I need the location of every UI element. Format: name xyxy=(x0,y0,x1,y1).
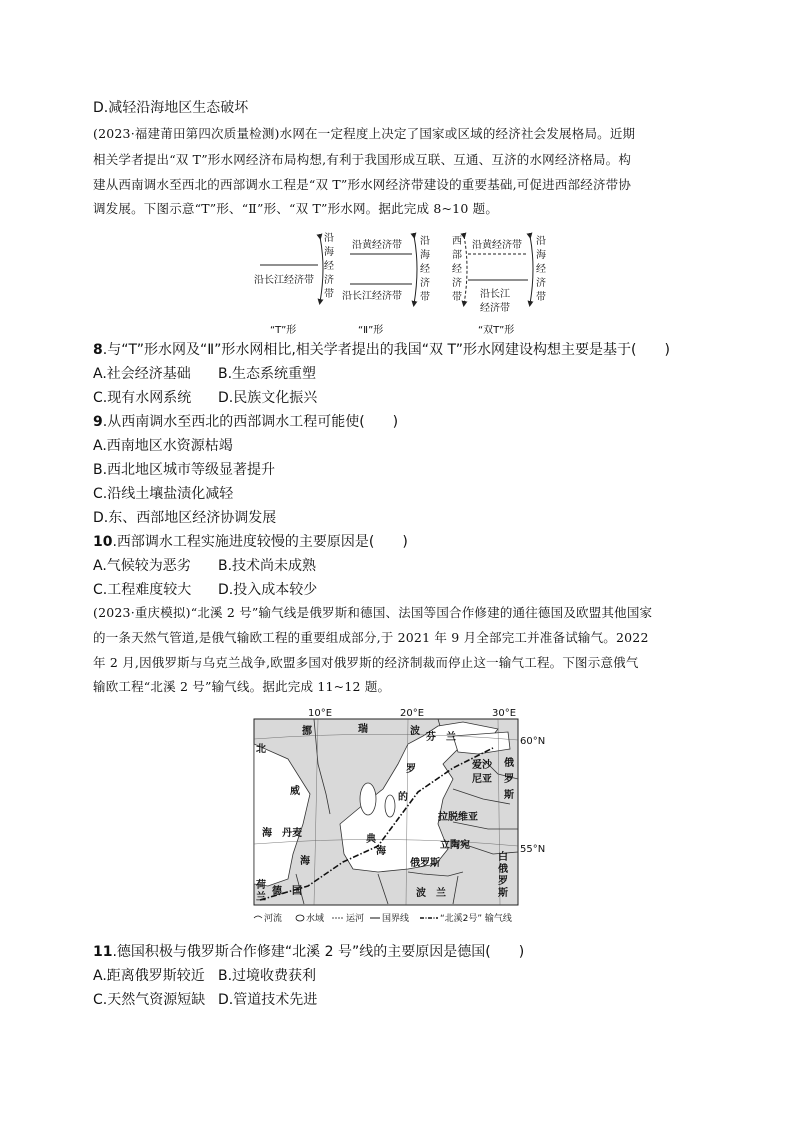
label-sea-left: 海 xyxy=(300,856,310,867)
question-text: .与“T”形水网及“Ⅱ”形水网相比,相关学者提出的我国“双 T”形水网建设构想主要是基于( ) xyxy=(102,342,670,358)
t-caption: “T”形 xyxy=(270,325,297,336)
q9-option-a[interactable]: A.西南地区水资源枯竭 xyxy=(93,438,233,454)
question-11 xyxy=(93,942,524,962)
label-baltic-1: 波 xyxy=(410,726,420,737)
dt-coast-label-2: 海 xyxy=(536,250,546,261)
map-legend xyxy=(254,912,512,924)
label-poland: 波 兰 xyxy=(416,888,446,899)
t-river-label: 沿长江经济带 xyxy=(254,275,314,286)
q11-option-d[interactable]: D.管道技术先进 xyxy=(218,992,318,1008)
label-baltic-4: 海 xyxy=(376,846,386,857)
q8-option-c[interactable]: C.现有水网系统 xyxy=(93,390,192,406)
ii-coast-label-5: 带 xyxy=(420,292,430,303)
legend-pipeline: “北溪2号” 输气线 xyxy=(440,914,512,924)
q11-option-a[interactable]: A.距离俄罗斯较近 xyxy=(93,968,205,984)
legend-water: 水域 xyxy=(306,914,325,924)
label-baltic-3: 的 xyxy=(398,792,408,803)
t-coast-label-5: 带 xyxy=(324,289,334,300)
q9-option-d[interactable]: D.东、西部地区经济协调发展 xyxy=(93,510,277,526)
prev-question-option-d: D.减轻沿海地区生态破坏 xyxy=(93,100,249,116)
intro-line: 输欧工程“北溪 2 号”输气线。据此完成 11~12 题。 xyxy=(93,679,391,694)
label-belarus-4: 斯 xyxy=(498,888,508,899)
lake-vanern xyxy=(360,783,376,815)
label-north-sea-2: 海 xyxy=(262,828,272,839)
question-number: 9 xyxy=(93,414,103,430)
legend-canal: 运河 xyxy=(346,914,365,924)
intro-line: 建从西南调水至西北的西部调水工程是“双 T”形水网经济带建设的重要基础,可促进西部经济带协 xyxy=(93,177,632,192)
intro-line: 相关学者提出“双 T”形水网经济布局构想,有利于我国形成互联、互通、互济的水网经济格局。构 xyxy=(93,152,632,167)
gulf-of-finland xyxy=(453,732,510,754)
label-russia-3: 斯 xyxy=(504,790,514,801)
lat-label-60n: 60°N xyxy=(520,736,546,747)
label-norway-1: 挪 xyxy=(302,726,312,737)
q8-option-a[interactable]: A.社会经济基础 xyxy=(93,366,191,382)
question-9 xyxy=(93,412,398,432)
question-number: 8 xyxy=(93,342,103,358)
ii-shape-diagram xyxy=(342,235,430,336)
q10-option-b[interactable]: B.技术尚未成熟 xyxy=(218,558,317,574)
double-t-shape-diagram xyxy=(452,235,546,336)
ii-coast-label-4: 济 xyxy=(420,278,430,289)
label-lithuania: 立陶宛 xyxy=(440,840,470,851)
t-coast-label-3: 经 xyxy=(324,261,334,272)
dt-coast-label-4: 济 xyxy=(536,278,546,289)
label-baltic-2: 罗 xyxy=(406,764,416,775)
intro-line: (2023·福建莆田第四次质量检测)水网在一定程度上决定了国家或区域的经济社会发展格局。近期 xyxy=(93,126,636,141)
dt-river-label-2: 经济带 xyxy=(480,303,510,314)
dt-coast-label-5: 带 xyxy=(536,292,546,303)
lon-label-20e: 20°E xyxy=(400,708,425,719)
label-norway-2: 威 xyxy=(290,786,300,797)
label-sweden-1: 瑞 xyxy=(358,724,368,735)
label-finland: 芬 兰 xyxy=(426,732,456,743)
label-denmark: 丹麦 xyxy=(282,828,302,839)
q11-option-c[interactable]: C.天然气资源短缺 xyxy=(93,992,206,1008)
q9-option-b[interactable]: B.西北地区城市等级显著提升 xyxy=(93,462,276,478)
t-shape-diagram xyxy=(254,232,334,336)
lake-vattern xyxy=(385,795,395,817)
label-netherlands-1: 荷 xyxy=(256,880,266,891)
label-belarus-3: 罗 xyxy=(498,876,508,887)
question-text: .德国积极与俄罗斯合作修建“北溪 2 号”线的主要原因是德国( ) xyxy=(112,944,525,960)
label-sweden-2: 典 xyxy=(366,834,376,845)
dt-caption: “双T”形 xyxy=(478,325,515,336)
dt-west-label-3: 经 xyxy=(452,264,462,275)
question-number: 10 xyxy=(93,534,113,550)
dt-coast-label-3: 经 xyxy=(536,264,546,275)
q10-option-d[interactable]: D.投入成本较少 xyxy=(218,582,318,598)
question-10 xyxy=(93,532,408,552)
ii-coast-label-1: 沿 xyxy=(420,236,430,247)
dt-river-label-1: 沿长江 xyxy=(480,289,510,300)
q11-option-b[interactable]: B.过境收费获利 xyxy=(218,968,317,984)
intro-line: 的一条天然气管道,是俄气输欧工程的重要组成部分,于 2021 年 9 月全部完工并准备试输气。2022 xyxy=(93,630,649,645)
label-belarus-1: 白 xyxy=(498,852,508,863)
label-russia-1: 俄 xyxy=(504,758,514,769)
t-coast-label-2: 海 xyxy=(324,247,334,258)
q10-option-a[interactable]: A.气候较为恶劣 xyxy=(93,558,191,574)
question-text: .从西南调水至西北的西部调水工程可能使( ) xyxy=(102,414,399,430)
q8-option-d[interactable]: D.民族文化振兴 xyxy=(218,390,318,406)
label-netherlands-2: 兰 xyxy=(256,892,266,903)
water-network-diagram xyxy=(240,222,560,340)
legend-river: 河流 xyxy=(264,914,283,924)
label-estonia-1: 爱沙 xyxy=(472,760,492,771)
nord-stream-map xyxy=(248,704,548,928)
lat-label-55n: 55°N xyxy=(520,844,546,855)
question-number: 11 xyxy=(93,944,113,960)
label-latvia: 拉脱维亚 xyxy=(438,812,478,823)
question-text: .西部调水工程实施进度较慢的主要原因是( ) xyxy=(112,534,408,550)
dt-west-label-5: 带 xyxy=(452,292,462,303)
intro-line: 调发展。下图示意“T”形、“Ⅱ”形、“双 T”形水网。据此完成 8~10 题。 xyxy=(93,201,499,216)
question-8 xyxy=(93,340,670,360)
intro-line: 年 2 月,因俄罗斯与乌克兰战争,欧盟多国对俄罗斯的经济制裁而停止这一输气工程。下图示意俄气 xyxy=(93,655,639,670)
ii-coast-label-2: 海 xyxy=(420,250,430,261)
intro-line: (2023·重庆模拟)“北溪 2 号”输气线是俄罗斯和德国、法国等国合作修建的通往德国及欧盟其他国家 xyxy=(93,605,653,620)
q8-option-b[interactable]: B.生态系统重塑 xyxy=(218,366,317,382)
dt-west-label-1: 西 xyxy=(452,236,462,247)
t-coast-label-1: 沿 xyxy=(324,233,334,244)
ii-river-label: 沿长江经济带 xyxy=(342,291,402,302)
label-estonia-2: 尼亚 xyxy=(472,774,492,785)
ii-yellow-label: 沿黄经济带 xyxy=(352,240,402,251)
lon-label-30e: 30°E xyxy=(492,708,517,719)
label-kaliningrad: 俄罗斯 xyxy=(410,858,440,869)
dt-west-label-4: 济 xyxy=(452,278,462,289)
t-coast-label-4: 济 xyxy=(324,275,334,286)
dt-yellow-label: 沿黄经济带 xyxy=(472,240,522,251)
label-russia-2: 罗 xyxy=(504,774,514,785)
legend-border: 国界线 xyxy=(382,914,410,924)
ii-caption: “Ⅱ”形 xyxy=(358,325,384,336)
label-germany: 德 国 xyxy=(272,886,302,897)
dt-coast-label-1: 沿 xyxy=(536,236,546,247)
q10-option-c[interactable]: C.工程难度较大 xyxy=(93,582,192,598)
ii-coast-label-3: 经 xyxy=(420,264,430,275)
q9-option-c[interactable]: C.沿线土壤盐渍化减轻 xyxy=(93,486,234,502)
label-belarus-2: 俄 xyxy=(498,864,508,875)
label-north-sea-1: 北 xyxy=(256,744,266,755)
dt-west-label-2: 部 xyxy=(452,250,462,261)
lon-label-10e: 10°E xyxy=(308,708,333,719)
